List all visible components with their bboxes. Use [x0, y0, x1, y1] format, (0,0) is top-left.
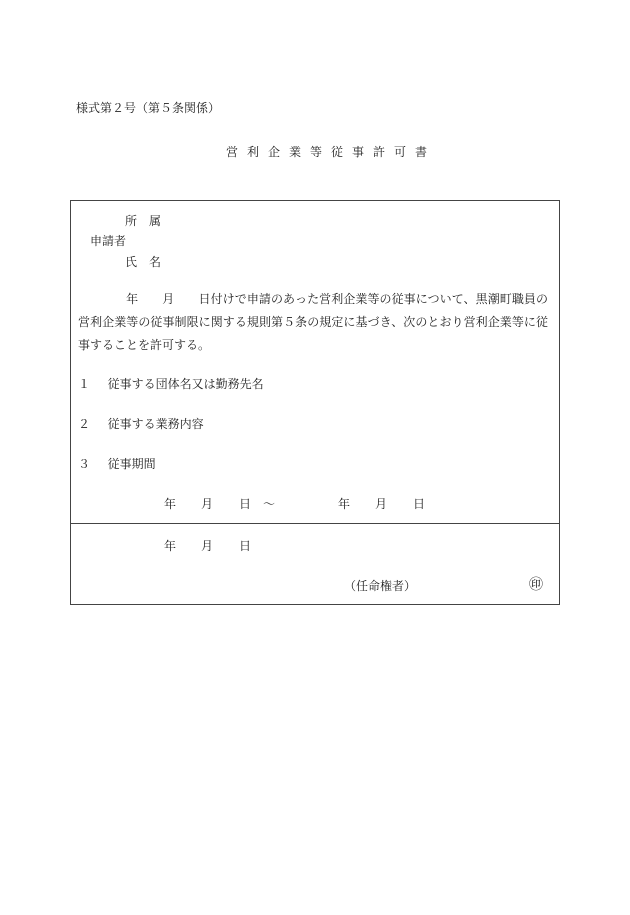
item-label: 従事する団体名又は勤務先名	[107, 377, 264, 391]
footer-year: 年	[164, 539, 177, 553]
footer-day: 日	[239, 539, 252, 553]
name-label: 氏 名	[125, 255, 162, 269]
period-start-month: 月	[201, 497, 214, 511]
period-end-month: 月	[375, 497, 388, 511]
section-divider	[70, 523, 560, 524]
appointing-authority-label: （任命権者）	[344, 579, 417, 593]
seal-mark: ㊞	[529, 577, 543, 593]
item-number: １	[78, 377, 91, 391]
period-end-day: 日	[413, 497, 426, 511]
period-tilde: ～	[263, 497, 276, 511]
item-number: ３	[78, 457, 91, 471]
item-3	[78, 458, 156, 470]
item-label: 従事する業務内容	[107, 417, 204, 431]
document-title: 営利企業等従事許可書	[226, 145, 437, 159]
form-number: 様式第２号（第５条関係）	[76, 101, 221, 115]
period-start-year: 年	[164, 497, 177, 511]
item-2	[78, 418, 204, 430]
applicant-label: 申請者	[90, 234, 127, 248]
period-end-year: 年	[338, 497, 351, 511]
affiliation-label: 所 属	[125, 214, 162, 228]
period-start-day: 日	[239, 497, 252, 511]
permission-paragraph	[78, 288, 548, 357]
item-number: ２	[78, 417, 91, 431]
item-1	[78, 378, 264, 390]
item-label: 従事期間	[107, 457, 156, 471]
footer-month: 月	[201, 539, 214, 553]
permission-text: 年 月 日付けで申請のあった営利企業等の従事について、黒潮町職員の営利企業等の従事制限に関する規則第５条の規定に基づき、次のとおり営利企業等に従事することを許可する。	[78, 292, 548, 352]
